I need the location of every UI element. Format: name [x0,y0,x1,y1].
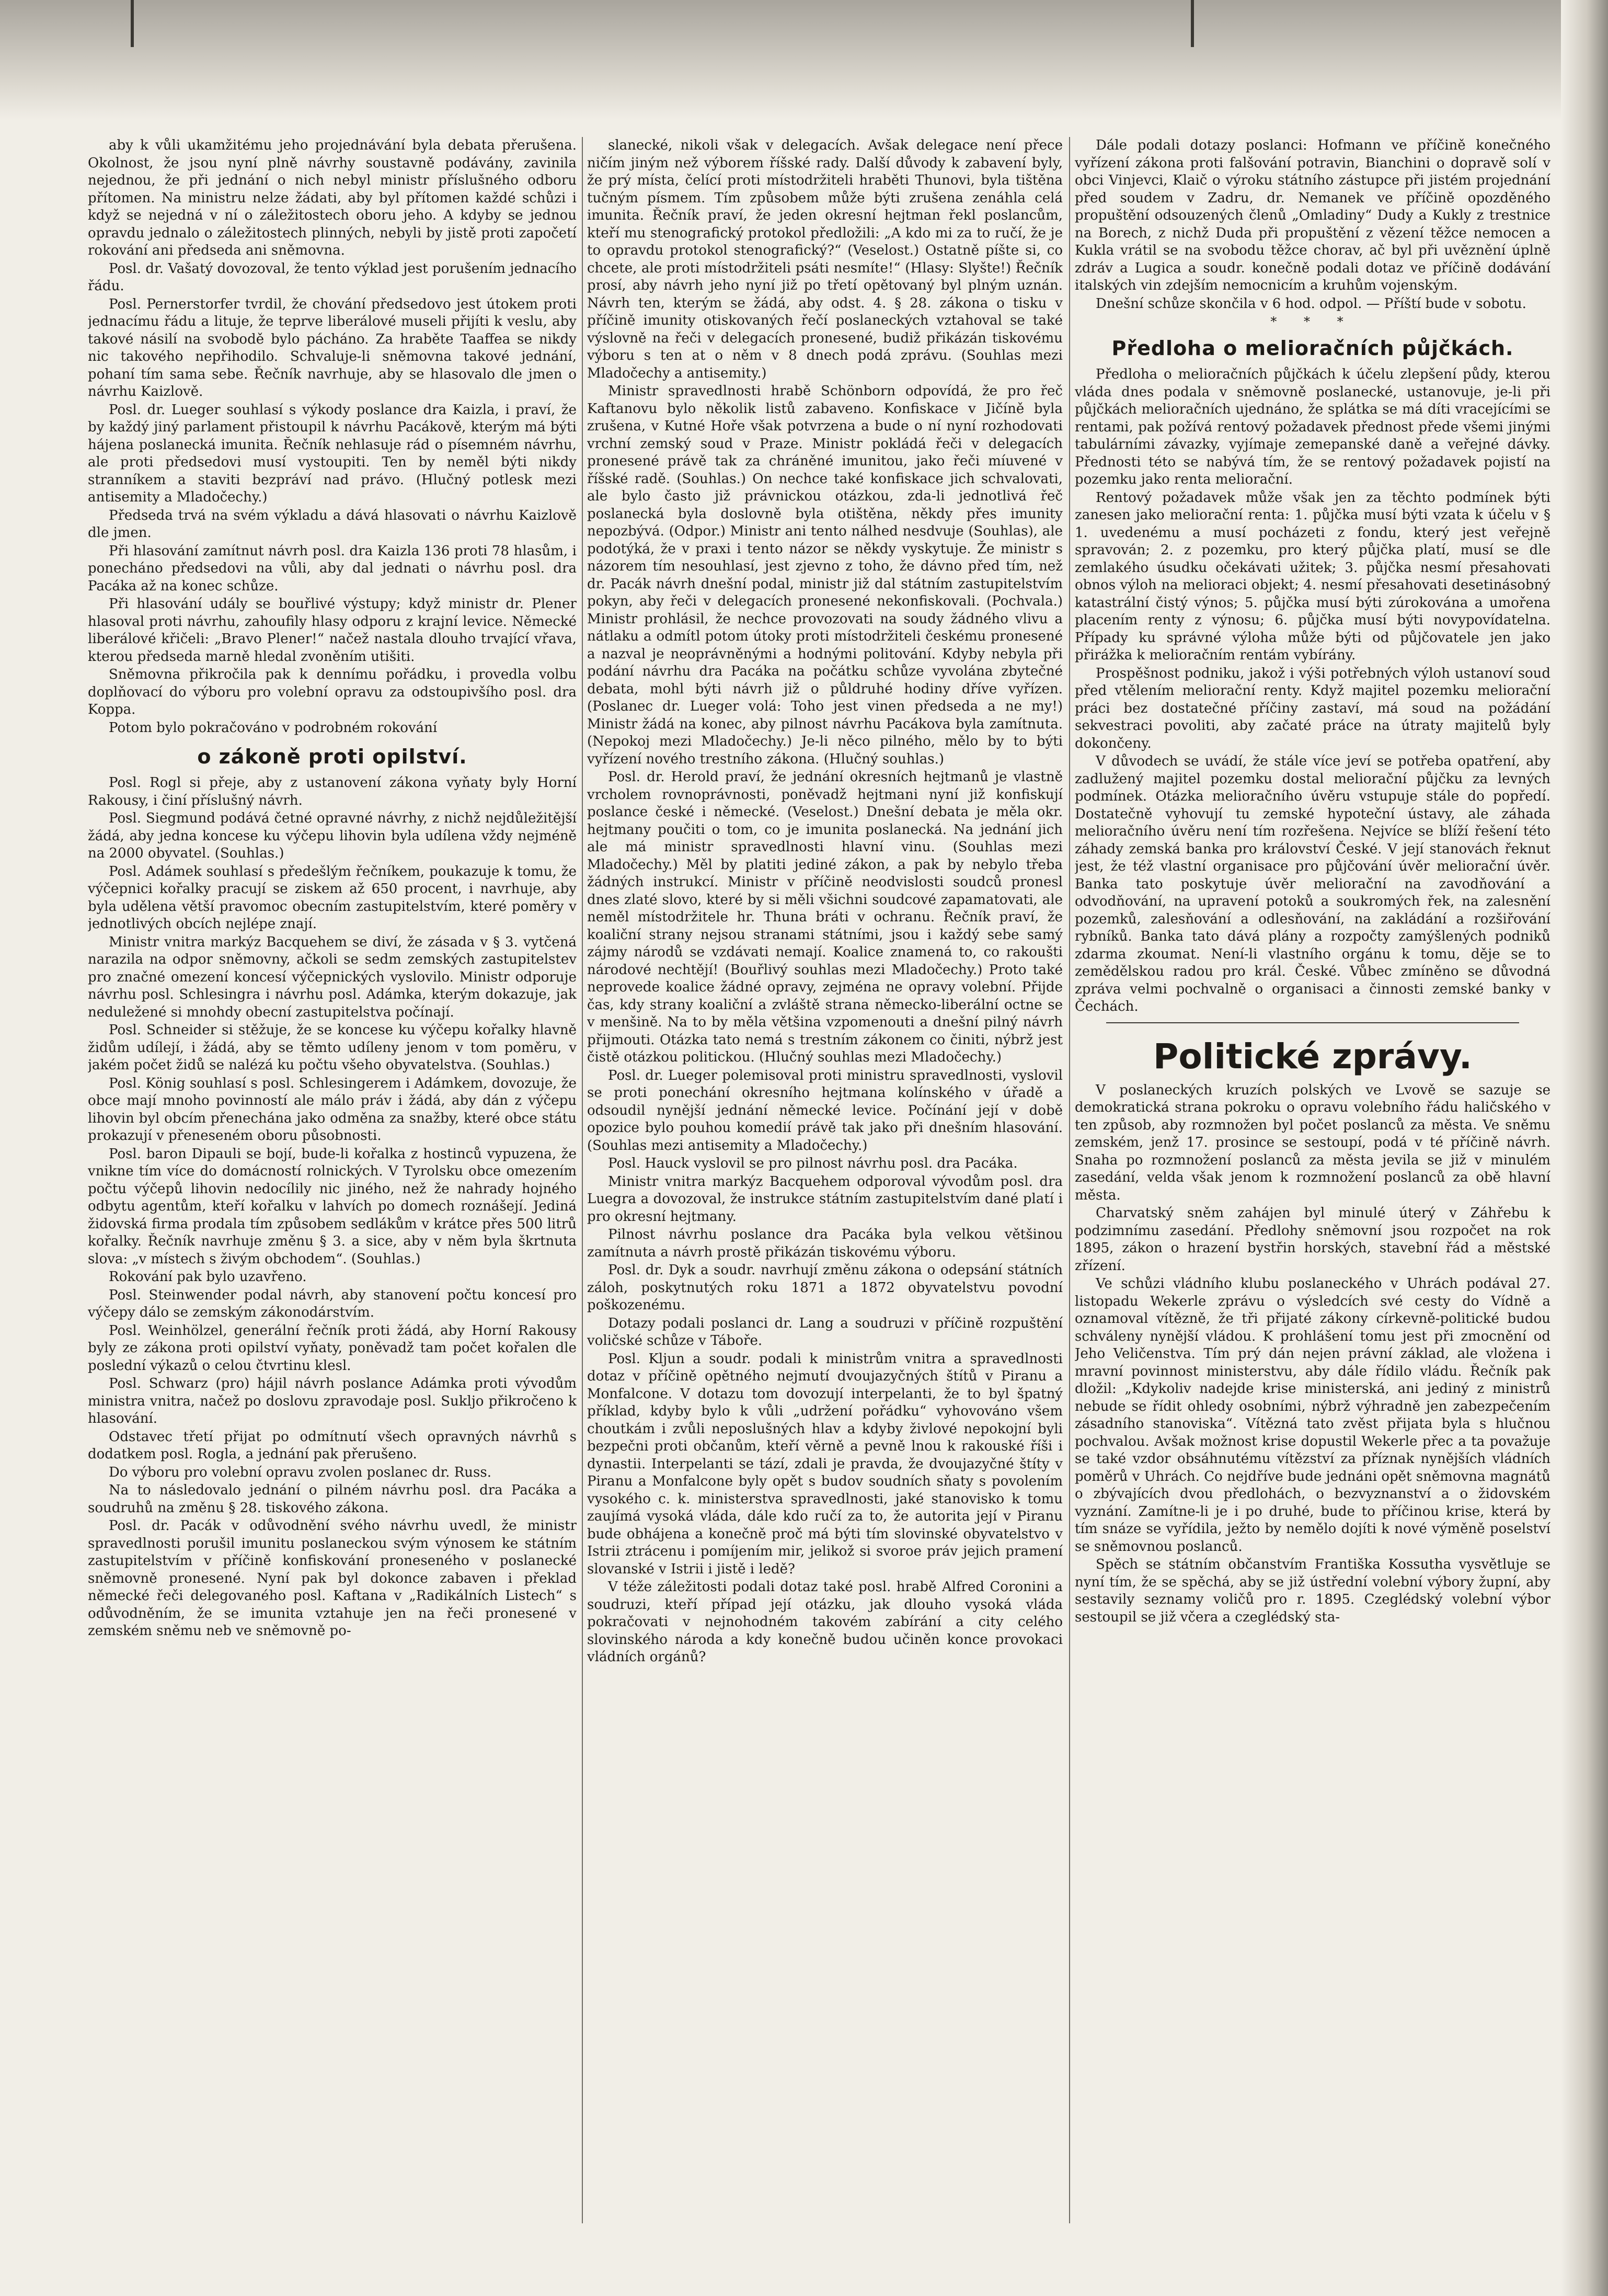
heading-meliorace: Předloha o melioračních půjčkách. [1111,337,1514,360]
paragraph: Potom bylo pokračováno v podrobném rokování [109,719,438,736]
paragraph: Posl. Siegmund podává četné opravné návrhy, z nichž nejdůležitější žádá, aby jedna koncese ku výčepu lihovin byla udílena vždy nejméně na 2000 obyvatel. (Souhlas.) [88,810,577,861]
paragraph: Posl. dr. Pacák v odůvodnění svého návrhu uvedl, že ministr spravedlnosti porušil imunitu poslaneckou svým výnosem ke státním zastupitelstvím v příčině konfiskování proneseného v poslanecké sněmovně pronesené. Nyní pak byl dokonce zabaven i překlad německé řeči delegovaného posl. Kaftana v „Radikálních Listech“ s odůvodněním, že se imunita vztahuje jen na řeči pronesené v zemském sněmu neb ve sněmovně po- [88,1518,577,1639]
paragraph: Posl. Steinwender podal návrh, aby stanovení počtu koncesí pro výčepy dálo se zemským zákonodárstvím. [88,1287,577,1320]
paragraph: Při hlasování zamítnut návrh posl. dra Kaizla 136 proti 78 hlasům, i ponecháno předsedovi na vůli, aby dal jednati o návrhu posl. dra Pacáka až na konec schůze. [88,543,577,594]
paragraph: Posl. Kljun a soudr. podali k ministrům vnitra a spravedlnosti dotaz v příčině opětného nejmutí dvoujazyčných štítů v Piranu a Monfalcone. V dotazu tom dovozují interpelanti, že to byl špatný příklad, kdyby bylo k vůli „udržení pořádku“ vyhovováno všem choutkám i zvůli neposlušných hlav a kdyby živlové nepokojní byli bezpečni proti občanům, kteří věrně a pevně lnou k rakouské říši i dynastii. Interpelanti se tází, zdali je pravda, že dvoujazyčné štíty v Piranu a Monfalcone byly opět s budov soudních sňaty s povolením vysokého c. k. ministerstva spravedlnosti, jaké stanovisko k tomu zaujímá vysoká vláda, dále kdo ručí za to, že autorita její v Piranu bude obhájena a konečně proč má býti tím slovinské obyvatelstvo v Istrii ztrácenu i pomíjením mir, jelikož si svoroe práv jejich pramení slovanské v Istrii i jistě i ledě? [587,1351,1063,1577]
paragraph: V poslaneckých kruzích polských ve Lvově se sazuje se demokratická strana pokroku o opravu volebního řádu haličského v ten způsob, aby rozmnožen byl počet poslanců za města. Ve sněmu zemském, jenž 17. prosince se sestoupí, podá v té příčině návrh. Snaha po rozmnožení poslanců za města jevila se již v minulém zasedání, velda však jenom k rozmnožení poslanců za obě hlavní města. [1075,1082,1550,1203]
page-binding-edge [1561,0,1608,2296]
paragraph: Rokování pak bylo uzavřeno. [109,1269,307,1285]
paragraph: Prospěšnost podniku, jakož i výši potřebných výloh ustanoví soud před vtělením meliorační renty. Když majitel pozemku meliorační práci bez dostatečné příčiny zastaví, má soud na požádání sekvestraci povoliti, aby začaté práce na útraty majitelů byly dokončeny. [1075,665,1550,751]
paragraph: Do výboru pro volební opravu zvolen poslanec dr. Russ. [109,1464,491,1480]
paragraph: Ministr vnitra markýz Bacquehem se diví, že zásada v § 3. vytčená narazila na odpor sněmovny, ačkoli se sedm zemských zastupitelstev pro značné omezení koncesí výčepnických vyslovilo. Ministr odporuje návrhu posl. Schlesingra i návrhu posl. Adámka, kterým dokazuje, jak neduležené si mnohdy obecní zastupitelstva počínají. [88,934,577,1020]
paragraph: Posl. Schneider si stěžuje, že se koncese ku výčepu kořalky hlavně židům udílejí, i žádá, aby se těmto udíleny jenom v tom poměru, v jakém počet židů se nalézá ku počtu všeho obyvatelstva. (Souhlas.) [88,1022,577,1073]
paragraph: Posl. dr. Lueger polemisoval proti ministru spravedlnosti, vyslovil se proti ponechání okresního hejtmana kolínského v úřadě a odsoudil nynější jednání německé levice. Počínání její v době opozice bylo pouhou komedií právě tak jako při dnešním hlasování. (Souhlas mezi antisemity a Mladočechy.) [587,1067,1063,1153]
paragraph: Posl. dr. Herold praví, že jednání okresních hejtmanů je vlastně vrcholem rovnoprávnosti, poněvadž hejtmani nyní již konfiskují poslance české i německé. (Veselost.) Dnešní debata je měla okr. hejtmany poučiti o tom, co je imunita poslanecká. Na jednání jich ale má ministr spravedlnosti hlavní vinu. (Souhlas mezi Mladočechy.) Měl by platiti jediné zákon, a pak by nebylo třeba žádných instrukcí. Ministr v příčině neodvislosti soudců pronesl dnes zlaté slovo, které by si měli všichni soudcové zapamatovati, ale neměl místodržitele hr. Thuna bráti v ochranu. Řečník praví, že koaliční strany nejsou stranami státními, jsou i každý sebe samý zájmy národů se vzdávati nemají. Koalice znamená to, co rakoušti národové nechtějí! (Bouřlivý souhlas mezi Mladočechy.) Proto také neprovede koalice žádné opravy, zejména ne opravy volební. Přijde čas, kdy strany koaliční a zvláště strana německo-liberální octne se v menšině. Na to by měla většina vzpomenouti a dnešní pilný návrh přijmouti. Otázka tato nemá s trestním zákonem co činiti, nýbrž jest čistě otázkou politickou. (Hlučný souhlas mezi Mladočechy.) [587,769,1063,1065]
paragraph: Na to následovalo jednání o pilném návrhu posl. dra Pacáka a soudruhů na změnu § 28. tiskového zákona. [88,1482,577,1516]
meliorace-article [1075,366,1550,1016]
column-rule [582,137,583,2223]
column-left [88,137,577,2234]
paragraph: Ve schůzi vládního klubu poslaneckého v Uhrách podával 27. listopadu Wekerle zprávu o výsledcích své cesty do Vídně a oznamoval vítězně, že tři přijaté zákony církevně-politické budou schváleny nynější vládou. K prohlášení tomu jest při zmocnění od Jeho Veličenstva. Tím prý dán nejen právní základ, ale vložena i mravní povinnost ministerstvu, aby dále řídilo vládu. Řečník pak dložil: „Kdykoliv nadejde krise ministerská, ani jediný z ministrů nebude se řídit ohledy osobními, nýbrž výhradně jen zabezpečením zásadního stanoviska“. Vítězná tato zvěst přijata byla s hlučnou pochvalou. Avšak možnost krise dopustil Wekerle přec a ta považuje se také vzdor obsáhnutému vítězství za příznak nynějších vládních poměrů v Uhrách. Co nejdříve bude jednáni opět sněmovna magnátů o zbývajících dvou předlohách, o bezvyznanství a o židovském vyznání. Zamítne-li je i po druhé, bude to příčinou krise, která by tím snáze se vyřídila, ježto by nemělo dojíti k nové výměně poselství se sněmovnou poslanců. [1075,1276,1550,1555]
paragraph: Odstavec třetí přijat po odmítnutí všech opravných návrhů s dodatkem posl. Rogla, a jednání pak přerušeno. [88,1429,577,1462]
paragraph: Charvatský sněm zahájen byl minulé úterý v Záhřebu k podzimnímu zasedání. Předlohy sněmovní jsou rozpočet na rok 1895, zákon o hrazení bystřin horských, stavební řád a městské zřízení. [1075,1205,1550,1274]
paragraph: slanecké, nikoli však v delegacích. Avšak delegace není přece ničím jiným než výborem říšské rady. Další důvody k zabavení byly, že prý místa, čelící proti místodržiteli hraběti Thunovi, byla tištěna tučným písmem. Tím způsobem může býti zrušena zenáhla celá imunita. Řečník praví, že jeden okresní hejtman řekl poslancům, kteří mu stenografický protokol předložili: „A kdo mi za to ručí, že je to opravdu protokol stenografický?“ (Veselost.) Ostatně píšte si, co chcete, ale proti místodržiteli psáti nesmíte!“ (Hlasy: Slyšte!) Řečník prosí, aby návrh jeho nyní již po třetí opětovaný byl plným uznán. Návrh ten, kterým se žádá, aby odst. 4. § 28. zákona o tisku v příčině imunity otiskovaných řečí poslaneckých vztahoval se také výslovně na řeči v delegacích pronesené, budiž přikázán tiskovému výboru s ten at o něm v 8 dnech podá zprávu. (Souhlas mezi Mladočechy a antisemity.) [587,138,1063,381]
paragraph: Posl. König souhlasí s posl. Schlesingerem i Adámkem, dovozuje, že obce mají mnoho povinností ale málo práv i žádá, aby dán z výčepu lihovin byl obcím přenechána jako odměna za snažby, které obce státu prokazují v přeneseném oboru působnosti. [88,1075,577,1144]
political-news-article [1075,1082,1550,1627]
column-rule [1069,137,1070,2223]
paragraph: Ministr spravedlnosti hrabě Schönborn odpovídá, že pro řeč Kaftanovu bylo několik listů zabaveno. Konfiskace v Jičíně byla zrušena, v Kutné Hoře však potvrzena a bude o ní nyní rozhodovati vrchní zemský soud v Praze. Ministr pokládá řeči v delegacích pronesené právě tak za chráněné imunitou, jako řeči míuvené v říšské radě. (Souhlas.) On nechce také konfiskace jich schvalovati, ale bylo často již právnickou otázkou, zda-li jednotlivá řeč poslanecká byla doslovně byla otištěna, někdy přes imunity nepozbývá. (Odpor.) Ministr ani tento nálhed nesdvuje (Souhlas), ale podotýká, že v praxi i tento názor se někdy vyskytuje. Že ministr s názorem tím nesouhlasí, jest zjevno z toho, že dávno před tím, než dr. Pacák návrh dnešní podal, ministr již dal státním zastupitelstvím pokyn, aby řeči v delegacích pronesené nekonfiskovali. (Pochvala.) Ministr prohlásil, že nechce provozovati na soudy žádného vlivu a nátlaku a odmítl potom útoky proti místodržiteli českému pronesené a nazval je neoprávněnými a hodnými politování. Kdyby nebyla při podání návrhu dra Pacáka na počátku schůze vyvolána zbytečné debata, mohl býti návrh již o půldruhé hodiny dříve vyřízen. (Poslanec dr. Lueger volá: Toho jest vinen předseda a ne my!) Ministr žádá na konec, aby pilnost návrhu Pacákova byla zamítnuta. (Nepokoj mezi Mladočechy.) Je-li něco pilného, mělo by to býti vyřízení nového trestního zákona. (Hlučný souhlas.) [587,383,1063,767]
heading-politicke-zpravy: Politické zprávy. [1153,1036,1472,1077]
page-tear-mark [131,0,134,47]
paragraph: Posl. dr. Vašatý dovozoval, že tento výklad jest porušením jednacího řádu. [88,260,577,294]
paragraph: V téže záležitosti podali dotaz také posl. hrabě Alfred Coronini a soudruzi, kteří případ její otázku, jak dlouho vysoká vláda pokračovati v nejnohodném takovém zabírání a city celého slovinského národa a kdy konečně budou učiněn konce provokaci vládních orgánů? [587,1579,1063,1665]
paragraph: Pilnost návrhu poslance dra Pacáka byla velkou většinou zamítnuta a návrh prostě přikázán tiskovému výboru. [587,1227,1063,1260]
paragraph: Posl. Adámek souhlasí s předešlým řečníkem, poukazuje k tomu, že výčepnici kořalky pracují se ziskem až 650 procent, i navrhuje, aby byla udělena větší pravomoc obecním zastupitelstvím, které poměry v jednotlivých obcích nejlépe znají. [88,863,577,932]
paragraph: Posl. Schwarz (pro) hájil návrh poslance Adámka proti vývodům ministra vnitra, načež po doslovu zpravodaje posl. Sukljo přikročeno k hlasování. [88,1376,577,1426]
paragraph: Dnešní schůze skončila v 6 hod. odpol. — Příští bude v sobotu. [1096,295,1526,312]
paragraph: Dotazy podali poslanci dr. Lang a soudruzi v příčině rozpuštění voličské schůze v Táboře. [587,1315,1063,1349]
paragraph: Spěch se státním občanstvím Františka Kossutha vysvětluje se nyní tím, že se spěchá, aby se již ústřední volební výbory župní, aby sestavily seznamy voličů pro r. 1895. Czeglédský volební výbor sestoupil se již včera a czeglédský sta- [1075,1557,1550,1625]
paragraph: Posl. Pernerstorfer tvrdil, že chování předsedovo jest útokem proti jednacímu řádu a lituje, že teprve liberálové museli přijíti k veslu, aby takové násilí na svobodě bylo pácháno. Za hraběte Taaffea se nikdy nic takového nepřihodilo. Schvaluje-li sněmovna takové jednání, pohaní tím sama sebe. Řečník navrhuje, aby se hlasovalo dle jmen o návrhu Kaizlově. [88,296,577,399]
paragraph: Sněmovna přikročila pak k dennímu pořádku, i provedla volbu doplňovací do výboru pro volební opravu za odstoupivšího posl. dra Koppa. [88,667,577,717]
page-tear-mark [1191,0,1194,47]
paragraph: Posl. dr. Lueger souhlasí s výkody poslance dra Kaizla, i praví, že by každý jiný parlament přistoupil k návrhu Pacákově, kterým má býti hájena poslanecká imunita. Řečník nehlasuje rád o písemném návrhu, ale proti předsedovi musí vystoupiti. Ten by neměl býti nikdy stranníkem a staviti bezpráví nad právo. (Hlučný potlesk mezi antisemity a Mladočechy.) [88,402,577,505]
paragraph: Posl. Rogl si přeje, aby z ustanovení zákona vyňaty byly Horní Rakousy, i činí příslušný návrh. [88,775,577,808]
paragraph: Dále podali dotazy poslanci: Hofmann ve příčině konečného vyřízení zákona proti falšování potravin, Bianchini o dopravě solí v obci Vinjevci, Klaič o výroku státního zástupce při jistém projednání před soudem v Zadru, dr. Nemanek ve příčině opozděného propuštění odsouzených členů „Omladiny“ Dudy a Kukly z trestnice na Borech, z nichž Duda při propuštění z vězení těžce nemocen a Kukla vrátil se na svobodu těžce chorav, ač byl při uvěznění úplně zdráv a Lugica a soudr. konečně podali dotaz ve příčině dodávání italských vin zdejším nemocnicím a kruhům vojenským. [1075,138,1550,293]
section-separator: * * * [1270,314,1355,329]
column-right [1075,137,1550,2234]
paragraph: Rentový požadavek může však jen za těchto podmínek býti zanesen jako meliorační renta: 1. půjčka musí býti vzata k účelu v § 1. uvedenému a musí pocházeti z fondu, který jest veřejně spravován; 2. z pozemku, pro který půjčka platí, musí se dle zemlakého úsudku očekávati užitek; 3. půjčka nesmí přesahovati obnos výloh na melioraci objekt; 4. nesmí přesahovati desetinásobný katastrální čistý výnos; 5. půjčka musí býti zúrokována a umořena placením renty z výnosu; 6. půjčka musí býti novypovídatelna. Případy ku správné výloha může býti od půjčovatele jen jako přirážka k melioračním rentám vybírány. [1075,489,1550,663]
paragraph: Při hlasování udály se bouřlivé výstupy; když ministr dr. Plener hlasoval proti návrhu, zahoufily hlasy odporu z krajní levice. Německé liberálové křičeli: „Bravo Plener!“ načež nastala dlouho trvající vřava, kterou předseda marně hledal zvoněním utišiti. [88,596,577,665]
paragraph: V důvodech se uvádí, že stále více jeví se potřeba opatření, aby zadlužený majitel pozemku dostal meliorační půjčku za levných podmínek. Otázka melioračního úvěru vstupuje stále do popředí. Dostatečně vyhovují tu zemské hypoteční ústavy, ale záhada melioračního úvěru není tím rozřešena. Nejvíce se blíží řešení této záhady zemská banka pro království České. V její stanovách řeknut jest, že též vlastní organisace pro půjčování úvěr meliorační úvěr. Banka tato poskytuje úvěr meliorační na zavodňování a odvodňování, na upravení potoků a soukromých řek, na zalesnění pozemků, zalesňování a odlesňování, na zakládání a rozšiřování rybníků. Banka tato dává plány a rozpočty zamýšlených podniků zdarma zkoumat. Není-li vlastního orgánu k tomu, děje se to zemědělskou radou pro král. České. Vůbec zmíněno se důvodná zpráva velmi pochvalně o organisaci a činnosti zemské banky v Čechách. [1075,753,1550,1014]
section-rule [1106,1022,1519,1023]
paragraph: Posl. Hauck vyslovil se pro pilnost návrhu posl. dra Pacáka. [608,1156,1018,1171]
scan-top-shadow [0,0,1608,120]
paragraph: aby k vůli ukamžitému jeho projednávání byla debata přerušena. Okolnost, že jsou nyní plně návrhy soustavně podávány, zavinila nejednou, že při jednání o nich nebyl ministr příslušného odboru přítomen. Na ministru nelze žádati, aby byl přítomen každé schůzi i když se nejedná v ní o záležitostech oboru jeho. A kdyby se jednou opravdu jednalo o záležitostech plinných, nebyli by jistě proti započetí rokování ani předseda ani sněmovna. [88,138,577,258]
column-middle [587,137,1063,1941]
paragraph: Ministr vnitra markýz Bacquehem odporoval vývodům posl. dra Luegra a dovozoval, že instrukce státním zastupitelstvím dané platí i pro okresní hejtmany. [587,1173,1063,1225]
interpellations-block [1075,137,1550,313]
paragraph: Posl. dr. Dyk a soudr. navrhují změnu zákona o odepsání státních záloh, poskytnutých roku 1871 a 1872 obyvatelstvu povodní poškozenému. [587,1262,1063,1313]
paragraph: Posl. Weinhölzel, generální řečník proti žádá, aby Horní Rakousy byly ze zákona proti opilství vyňaty, poněvadž tam počet kořalen dle poslední výkazů o celou čtvrtinu klesl. [88,1322,577,1374]
paragraph: Posl. baron Dipauli se bojí, bude-li kořalka z hostinců vypuzena, že vnikne tím více do domácností rolnických. V Tyrolsku obce omezením počtu výčepů lihovin nedocílily nic jiného, než že nahrady hojného odbytu agentům, kteří kořalku v lahvích po domech roznášejí. Jediná židovská firma prodala tím způsobem sedlákům v krátce přes 500 litrů kořalky. Řečník navrhuje změnu § 3. a sice, aby v něm byla škrtnuta slova: „v místech s živým obchodem“. (Souhlas.) [88,1146,577,1267]
section-heading: o zákoně proti opilství. [197,745,467,768]
paragraph: Předloha o melioračních půjčkách k účelu zlepšení půdy, kterou vláda dnes podala v sněmovně poslanecké, ustanovuje, je-li při půjčkách melioračních ujednáno, že splátka se má díti vracejícími se rentami, pak požívá rentový požadavek přednost přede všemi jinými tabulárními závazky, vyjímaje zemepanské daně a veřejné dávky. Přednosti této se nabývá tím, že se rentový požadavek pojistí na pozemku jako renta meliorační. [1075,367,1550,487]
paragraph: Předseda trvá na svém výkladu a dává hlasovati o návrhu Kaizlově dle jmen. [88,507,577,541]
